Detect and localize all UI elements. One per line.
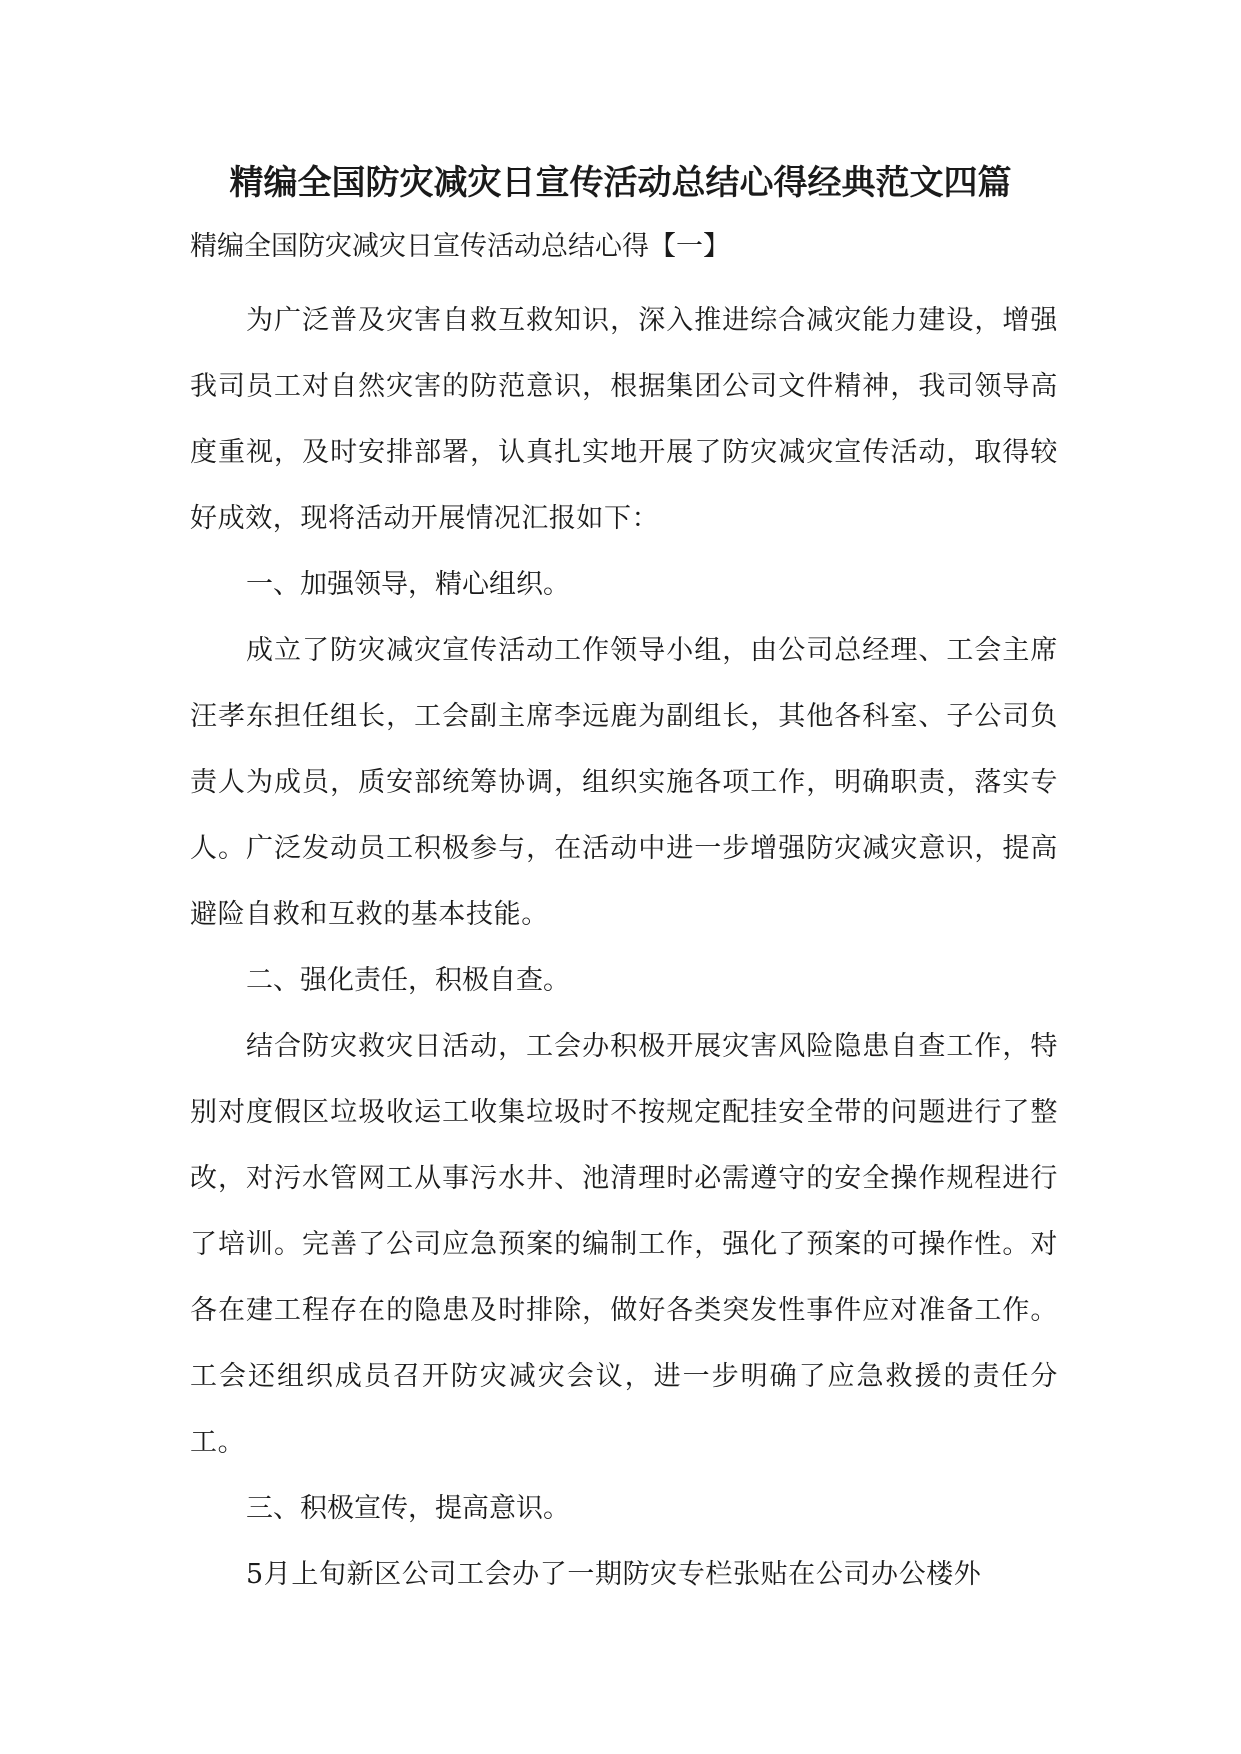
paragraph-self-inspection: 结合防灾救灾日活动，工会办积极开展灾害风险隐患自查工作，特别对度假区垃圾收运工收集垃圾时不按规定配挂安全带的问题进行了整改，对污水管网工从事污水井、池清理时必需遵守的安全操作规程进行了培训。完善了公司应急预案的编制工作，强化了预案的可操作性。对各在建工程存在的隐患及时排除，做好各类突发性事件应对准备工作。工会还组织成员召开防灾减灾会议，进一步明确了应急救援的责任分工。 [190, 1031, 1058, 1458]
paragraph-publicity: 5月上旬新区公司工会办了一期防灾专栏张贴在公司办公楼外 [246, 1559, 982, 1590]
paragraph-organization: 成立了防灾减灾宣传活动工作领导小组，由公司总经理、工会主席汪孝东担任组长，工会副主席李远鹿为副组长，其他各科室、子公司负责人为成员，质安部统筹协调，组织实施各项工作，明确职责，落实专人。广泛发动员工积极参与，在活动中进一步增强防灾减灾意识，提高避险自救和互救的基本技能。 [190, 635, 1058, 930]
document-body [190, 288, 1058, 1608]
section-heading-1: 一、加强领导，精心组织。 [246, 569, 570, 600]
section-heading-3: 三、积极宣传，提高意识。 [246, 1493, 570, 1524]
paragraph-intro: 为广泛普及灾害自救互救知识，深入推进综合减灾能力建设，增强我司员工对自然灾害的防范意识，根据集团公司文件精神，我司领导高度重视，及时安排部署，认真扎实地开展了防灾减灾宣传活动，取得较好成效，现将活动开展情况汇报如下： [190, 305, 1058, 534]
document-title: 精编全国防灾减灾日宣传活动总结心得经典范文四篇 [229, 163, 1012, 203]
section-subtitle: 精编全国防灾减灾日宣传活动总结心得【一】 [190, 231, 730, 262]
section-heading-2: 二、强化责任，积极自查。 [246, 965, 570, 996]
